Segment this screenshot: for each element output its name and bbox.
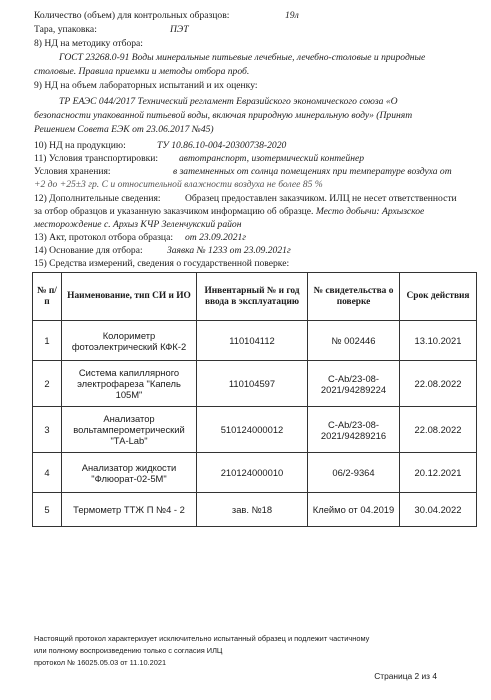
footer-line2: или полному воспроизведению только с согласия ИЛЦ [34,646,223,655]
page-number: Страница 2 из 4 [374,671,437,681]
basis-value: Заявка № 1233 от 23.09.2021г [167,245,291,256]
cell-num: 3 [33,407,62,453]
cell-cert: С-Аb/23-08-2021/94289216 [308,407,400,453]
footer-line3: протокол № 16025.05.03 от 11.10.2021 [34,658,167,667]
cell-inv: 510124000012 [197,407,308,453]
tara-label: Тара, упаковка: [34,24,97,35]
cell-num: 1 [33,321,62,361]
cell-name: Анализатор вольтамперометрический "ТА-Lab" [62,407,197,453]
additional-label: 12) Дополнительные сведения: [34,193,161,204]
volume-line1: ТР ЕАЭС 044/2017 Технический регламент Евразийского экономического союза «О [59,96,398,107]
storage-line1: в затемненных от солнца помещениях при температуре воздуха от [173,166,452,177]
volume-label: 9) НД на объем лабораторных испытаний и их оценку: [34,80,258,91]
table-row [33,407,477,453]
table-header-row [33,273,477,321]
header-valid: Срок действия [400,273,477,321]
cell-cert: С-Аb/23-08-2021/94289224 [308,361,400,407]
cell-name: Анализатор жидкости "Флюорат-02-5М" [62,453,197,493]
cell-valid: 13.10.2021 [400,321,477,361]
transport-value: автотранспорт, изотермический контейнер [179,153,365,164]
cell-num: 5 [33,493,62,527]
act-value: от 23.09.2021г [185,232,247,243]
additional-line3: месторождение с. Архыз КЧР Зеленчукский район [34,219,242,230]
cell-valid: 22.08.2022 [400,361,477,407]
table-row [33,493,477,527]
additional-line1: Образец предоставлен заказчиком. ИЛЦ не несет ответственности [185,193,457,204]
additional-line2-plain: за отбор образцов и указанную заказчиком информацию об образце. [34,206,314,217]
cell-inv: зав. №18 [197,493,308,527]
cell-cert: Клеймо от 04.2019 [308,493,400,527]
cell-num: 2 [33,361,62,407]
footer-line1: Настоящий протокол характеризует исключительно испытанный образец и подлежит частичному [34,634,370,643]
storage-line2: +2 до +25±3 гр. С и относительной влажности воздуха не более 85 % [34,179,323,190]
tara-value: ПЭТ [170,24,189,35]
method-line1: ГОСТ 23268.0-91 Воды минеральные питьевые лечебные, лечебно-столовые и природные [59,52,426,63]
method-label: 8) НД на методику отбора: [34,38,143,49]
cell-name: Система капиллярного электрофареза "Капель 105М" [62,361,197,407]
cell-num: 4 [33,453,62,493]
product-value: ТУ 10.86.10-004-20300738-2020 [157,140,287,151]
table-row [33,453,477,493]
instruments-title: 15) Средства измерений, сведения о государственной поверке: [34,258,290,269]
cell-valid: 20.12.2021 [400,453,477,493]
header-num: № п/п [33,273,62,321]
header-name: Наименование, тип СИ и ИО [62,273,197,321]
additional-line2-italic: Место добычи: Архызское [315,206,425,217]
cell-inv: 110104597 [197,361,308,407]
transport-label: 11) Условия транспортировки: [34,153,159,164]
cell-name: Термометр ТТЖ П №4 - 2 [62,493,197,527]
basis-label: 14) Основание для отбора: [34,245,143,256]
count-line [34,10,229,22]
header-inv: Инвентарный № и год ввода в эксплуатацию [197,273,308,321]
volume-line2: безопасности упакованной питьевой воды, включая природную минеральную воду» (Принят [34,110,413,121]
storage-label: Условия хранения: [34,166,111,177]
cell-inv: 210124000010 [197,453,308,493]
cell-cert: 06/2-9364 [308,453,400,493]
volume-line3: Решением Совета ЕЭК от 23.06.2017 №45) [34,124,214,135]
method-line2: столовые. Правила приемки и методы отбора проб. [34,66,250,77]
count-label: Количество (объем) для контрольных образцов: [34,10,230,21]
header-cert: № свидетельства о поверке [308,273,400,321]
act-label: 13) Акт, протокол отбора образца: [34,232,173,243]
instruments-table [32,272,477,527]
cell-valid: 30.04.2022 [400,493,477,527]
cell-inv: 110104112 [197,321,308,361]
cell-valid: 22.08.2022 [400,407,477,453]
table-row [33,321,477,361]
product-label: 10) НД на продукцию: [34,140,126,151]
cell-name: Колориметр фотоэлектрический КФК-2 [62,321,197,361]
table-row [33,361,477,407]
cell-cert: № 002446 [308,321,400,361]
count-value: 19л [285,10,299,21]
additional-line2 [34,206,424,218]
